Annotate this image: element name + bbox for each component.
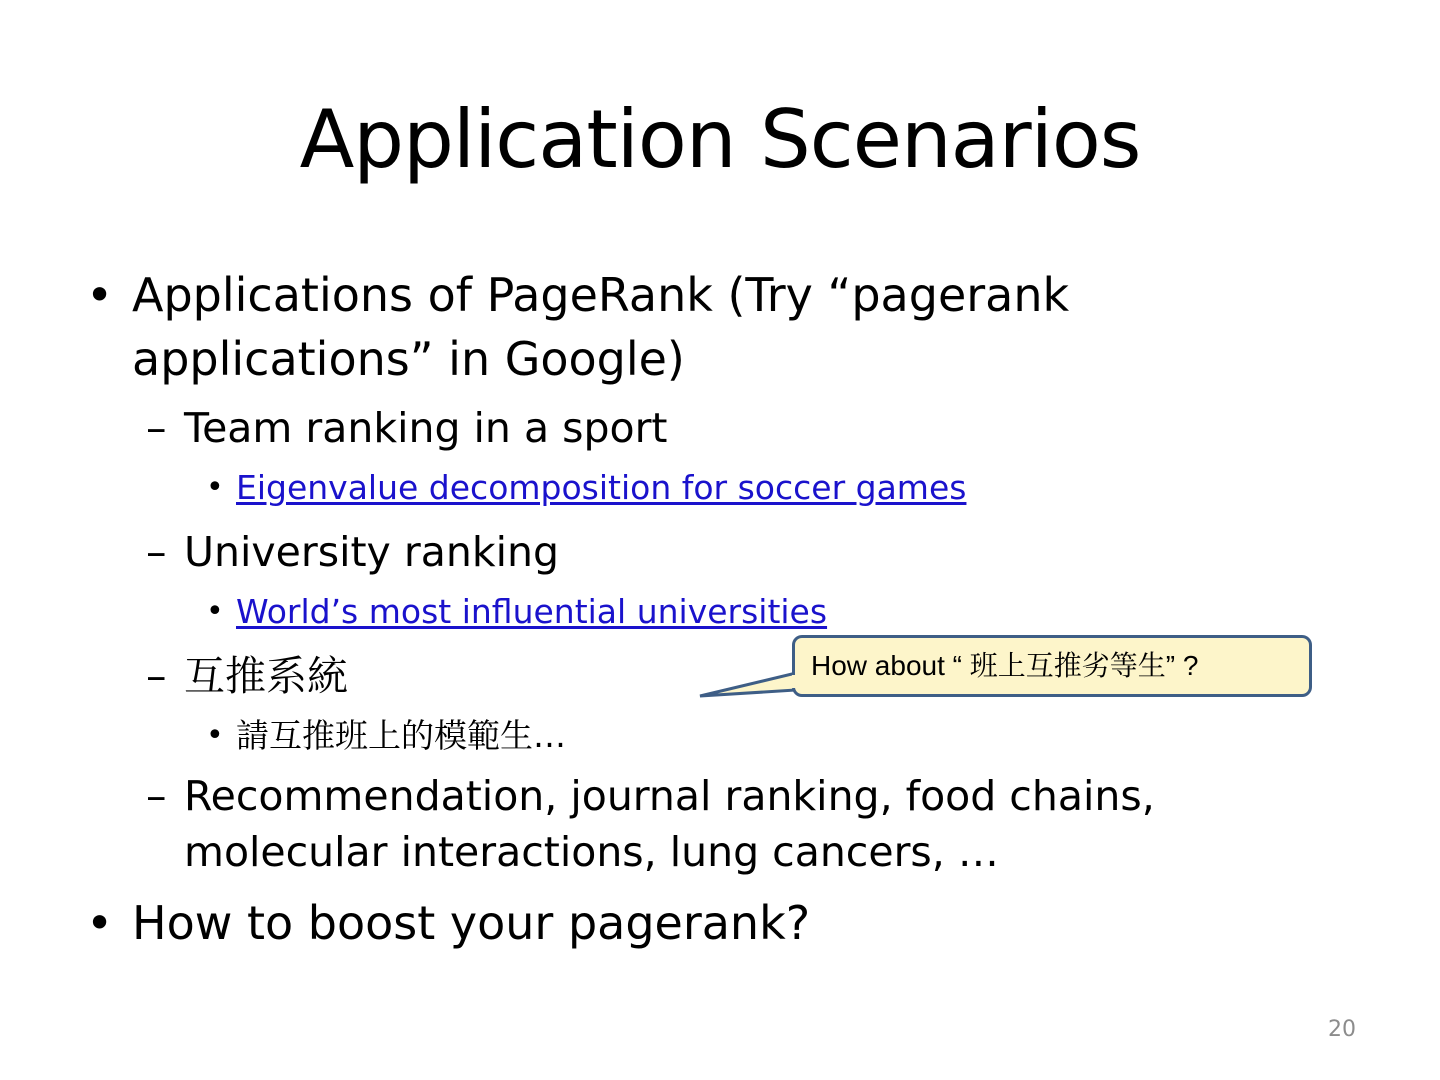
callout-box bbox=[792, 635, 1312, 697]
sub-bullet-mutual-recommendation: 互推系統 bbox=[184, 652, 348, 700]
bullet-marker: • bbox=[86, 268, 114, 322]
callout-text: How about “ 班上互推劣等生” ? bbox=[811, 650, 1199, 681]
page-number: 20 bbox=[1328, 1017, 1356, 1042]
sub-sub-bullet-model-students: 請互推班上的模範生… bbox=[236, 716, 566, 755]
slide-title: Application Scenarios bbox=[299, 93, 1141, 186]
dash-marker: – bbox=[146, 528, 167, 576]
link-soccer-games-text[interactable]: Eigenvalue decomposition for soccer games bbox=[236, 468, 967, 507]
sub-bullet-recommendation-line1: Recommendation, journal ranking, food chains, bbox=[184, 772, 1155, 820]
bullet-marker: • bbox=[86, 896, 114, 950]
bullet-applications-line2: applications” in Google) bbox=[132, 332, 685, 386]
bullet-marker: • bbox=[206, 718, 224, 753]
sub-bullet-university-ranking: University ranking bbox=[184, 528, 559, 576]
link-influential-universities[interactable] bbox=[236, 590, 827, 634]
dash-marker: – bbox=[146, 652, 167, 700]
bullet-marker: • bbox=[206, 470, 224, 505]
sub-bullet-team-ranking: Team ranking in a sport bbox=[184, 404, 668, 452]
dash-marker: – bbox=[146, 404, 167, 452]
bullet-applications-line1: Applications of PageRank (Try “pagerank bbox=[132, 268, 1070, 322]
bullet-marker: • bbox=[206, 594, 224, 629]
bullet-boost-pagerank: How to boost your pagerank? bbox=[132, 896, 811, 950]
link-influential-universities-text[interactable]: World’s most influential universities bbox=[236, 592, 828, 631]
dash-marker: – bbox=[146, 772, 167, 820]
link-soccer-games[interactable] bbox=[236, 466, 966, 510]
sub-bullet-recommendation-line2: molecular interactions, lung cancers, … bbox=[184, 828, 999, 876]
